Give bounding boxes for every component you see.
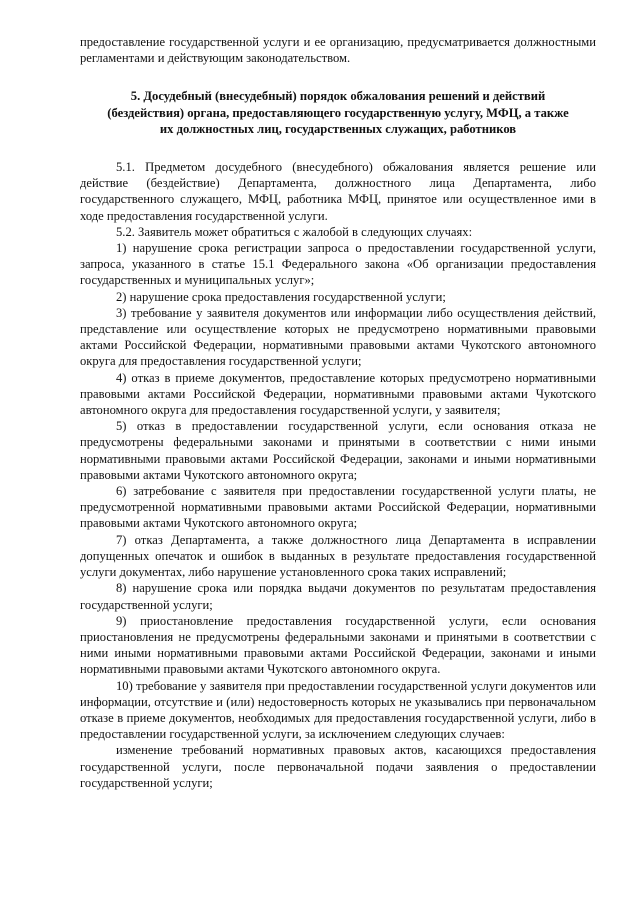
list-item-8: 8) нарушение срока или порядка выдачи документов по результатам предоставления государственной услуги; xyxy=(80,581,596,612)
list-subitem-1: изменение требований нормативных правовых актов, касающихся предоставления государственной услуги, после первоначальной подачи заявления о предоставлении государственной услуги; xyxy=(80,743,596,790)
heading-line-2: (бездействия) органа, предоставляющего государственную услугу, МФЦ, а также xyxy=(107,105,569,120)
paragraph-5-2: 5.2. Заявитель может обратиться с жалобой в следующих случаях: xyxy=(116,224,473,239)
list-item-4: 4) отказ в приеме документов, предоставление которых предусмотрено нормативными правовыми актами Российской Федерации, нормативными правовыми актами Чукотского автономного округа для предоставления государственной услуги, у заявителя; xyxy=(80,370,596,418)
heading-line-3: их должностных лиц, государственных служащих, работников xyxy=(159,121,517,136)
list-item-6: 6) затребование с заявителя при предоставлении государственной услуги платы, не предусмотренной нормативными правовыми актами Российской Федерации, нормативными правовыми актами Чукотского автономного округа; xyxy=(80,484,596,531)
section-heading xyxy=(80,88,596,137)
list-item-2: 2) нарушение срока предоставления государственной услуги; xyxy=(116,289,446,304)
intro-paragraph: предоставление государственной услуги и ее организацию, предусматривается должностными регламентами и действующим законодательством. xyxy=(80,35,596,66)
heading-line-1: 5. Досудебный (внесудебный) порядок обжалования решений и действий xyxy=(130,89,546,104)
list-item-10: 10) требование у заявителя при предоставлении государственной услуги документов или информации, отсутствие и (или) недостоверность которых не указывались при первоначальном отказе в приеме документов, необходимых для предоставления государственной услуги, либо в предоставлении государственной услуги, за исключением следующих случаев: xyxy=(80,678,596,742)
list-item-7: 7) отказ Департамента, а также должностного лица Департамента в исправлении допущенных опечаток и ошибок в выданных в результате предоставления государственной услуги документах, либо нарушение установленного срока таких исправлений; xyxy=(80,532,596,580)
list-item-9: 9) приостановление предоставления государственной услуги, если основания приостановления не предусмотрены федеральными законами и принятыми в соответствии с ними иными нормативными правовыми актами Российской Федерации, законами и иными нормативными правовыми актами Чукотского автономного округа. xyxy=(80,613,596,677)
list-item-3: 3) требование у заявителя документов или информации либо осуществления действий, представление или осуществление которых не предусмотрено нормативными правовыми актами Российской Федерации, нормативными правовыми актами Чукотского автономного округа для предоставления государственной услуги; xyxy=(80,305,596,369)
paragraph-5-1: 5.1. Предметом досудебного (внесудебного) обжалования является решение или действие (бездействие) Департамента, должностного лица Департамента, либо государственного служащего, МФЦ, работника МФЦ, принятое или осуществленное ими в ходе предоставления государственной услуги. xyxy=(80,160,596,223)
list-item-1: 1) нарушение срока регистрации запроса о предоставлении государственной услуги, запроса, указанного в статье 15.1 Федерального закона «Об организации предоставления государственных и муниципальных услуг»; xyxy=(80,241,596,288)
list-item-5: 5) отказ в предоставлении государственной услуги, если основания отказа не предусмотрены федеральными законами и принятыми в соответствии с ними иными нормативными правовыми актами Российской Федерации, законами и иными нормативными правовыми актами Чукотского автономного округа; xyxy=(80,419,596,482)
